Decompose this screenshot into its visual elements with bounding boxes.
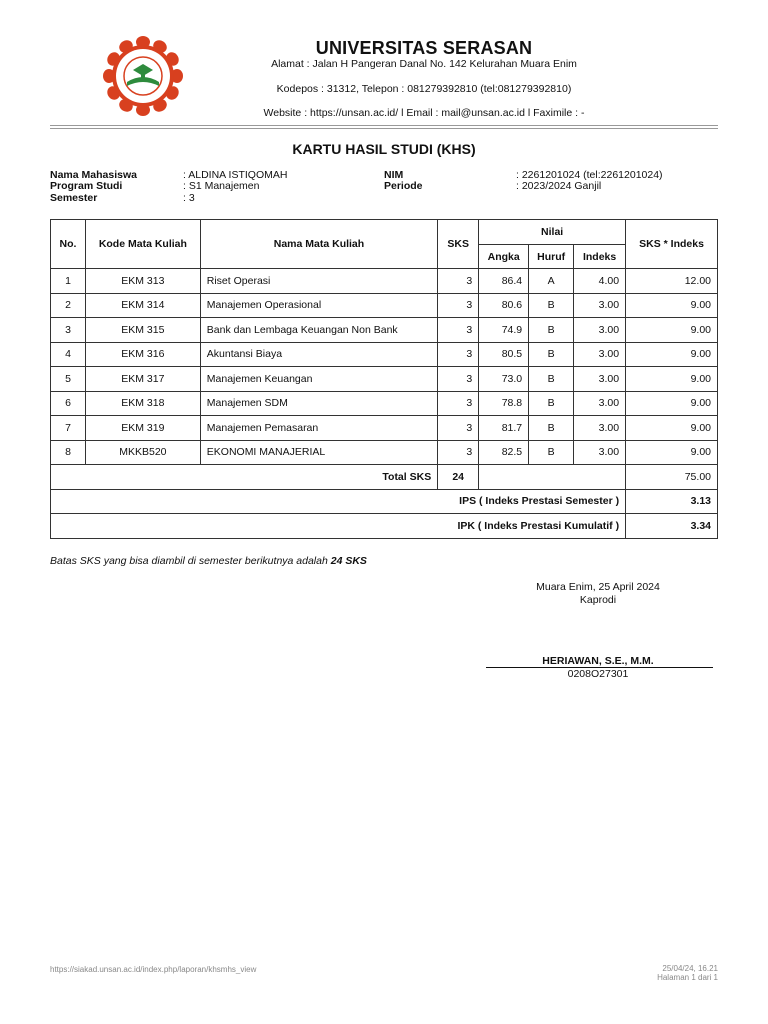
cell-angka: 74.9: [479, 318, 529, 343]
cell-kode: EKM 314: [85, 293, 200, 318]
cell-sks: 3: [438, 269, 479, 294]
cell-kode: EKM 319: [85, 416, 200, 441]
cell-kode: EKM 315: [85, 318, 200, 343]
signature-name: HERIAWAN, S.E., M.M.: [542, 655, 654, 667]
table-row: [51, 367, 718, 392]
cell-total: 9.00: [626, 318, 718, 343]
cell-total: 9.00: [626, 440, 718, 465]
header-divider-secondary: [50, 128, 718, 129]
cell-sks: 3: [438, 391, 479, 416]
cell-indeks: 3.00: [574, 416, 626, 441]
col-header-no: No.: [51, 220, 86, 269]
semester-value: : 3: [183, 192, 195, 204]
cell-indeks: 3.00: [574, 391, 626, 416]
study-program-label: Program Studi: [50, 180, 123, 192]
cell-sks: 3: [438, 440, 479, 465]
nim-value: : 2261201024 (tel:2261201024): [516, 169, 663, 181]
table-row: [51, 342, 718, 367]
col-header-course-name: Nama Mata Kuliah: [200, 220, 437, 269]
total-blank-cell: [479, 465, 626, 490]
cell-total: 9.00: [626, 293, 718, 318]
sks-limit-note: [50, 555, 367, 567]
study-program-value: : S1 Manajemen: [183, 180, 260, 192]
cell-huruf: A: [529, 269, 574, 294]
cell-huruf: B: [529, 293, 574, 318]
cell-indeks: 3.00: [574, 367, 626, 392]
sks-limit-text: Batas SKS yang bisa diambil di semester berikutnya adalah: [50, 555, 331, 567]
cell-angka: 78.8: [479, 391, 529, 416]
cell-angka: 73.0: [479, 367, 529, 392]
cell-indeks: 4.00: [574, 269, 626, 294]
cell-huruf: B: [529, 318, 574, 343]
cell-indeks: 3.00: [574, 293, 626, 318]
sks-limit-value: 24 SKS: [330, 555, 367, 567]
cell-total: 9.00: [626, 367, 718, 392]
table-row: [51, 269, 718, 294]
cell-no: 2: [51, 293, 86, 318]
cell-no: 6: [51, 391, 86, 416]
table-row: [51, 391, 718, 416]
cell-no: 1: [51, 269, 86, 294]
cell-sks: 3: [438, 318, 479, 343]
col-header-sks-times-index: SKS * Indeks: [626, 220, 718, 269]
university-website: Website : https://unsan.ac.id/ l Email : mail@unsan.ac.id l Faximile : -: [263, 107, 585, 119]
total-sks-label: Total SKS: [51, 465, 438, 490]
col-header-sks: SKS: [438, 220, 479, 269]
student-name-label: Nama Mahasiswa: [50, 169, 137, 181]
period-label: Periode: [384, 180, 423, 192]
cell-kode: EKM 318: [85, 391, 200, 416]
total-sks-value: 24: [438, 465, 479, 490]
footer-datetime: 25/04/24, 16.21: [662, 964, 718, 973]
cell-nama: Manajemen Operasional: [200, 293, 437, 318]
cell-no: 3: [51, 318, 86, 343]
cell-sks: 3: [438, 367, 479, 392]
table-row: [51, 318, 718, 343]
cell-nama: Manajemen Pemasaran: [200, 416, 437, 441]
cell-no: 5: [51, 367, 86, 392]
footer-url: https://siakad.unsan.ac.id/index.php/laporan/khsmhs_view: [50, 965, 257, 974]
cell-total: 9.00: [626, 342, 718, 367]
cell-indeks: 3.00: [574, 318, 626, 343]
cell-huruf: B: [529, 342, 574, 367]
cell-no: 8: [51, 440, 86, 465]
footer-page-number: Halaman 1 dari 1: [657, 973, 718, 982]
col-header-score: Angka: [479, 245, 529, 269]
student-name-value: : ALDINA ISTIQOMAH: [183, 169, 288, 181]
col-header-index: Indeks: [574, 245, 626, 269]
cell-total: 12.00: [626, 269, 718, 294]
ipk-value: 3.34: [626, 514, 718, 539]
cell-sks: 3: [438, 416, 479, 441]
cell-nama: Bank dan Lembaga Keuangan Non Bank: [200, 318, 437, 343]
table-row: [51, 293, 718, 318]
total-sks-index-value: 75.00: [626, 465, 718, 490]
cell-kode: EKM 313: [85, 269, 200, 294]
cell-angka: 80.5: [479, 342, 529, 367]
cell-nama: EKONOMI MANAJERIAL: [200, 440, 437, 465]
university-address: Alamat : Jalan H Pangeran Danal No. 142 Kelurahan Muara Enim: [271, 58, 577, 70]
cell-nama: Riset Operasi: [200, 269, 437, 294]
col-header-course-code: Kode Mata Kuliah: [85, 220, 200, 269]
grades-table-body: [51, 269, 718, 465]
cell-kode: MKKB520: [85, 440, 200, 465]
ips-label: IPS ( Indeks Prestasi Semester ): [51, 489, 626, 514]
cell-sks: 3: [438, 342, 479, 367]
cell-kode: EKM 316: [85, 342, 200, 367]
nim-label: NIM: [384, 169, 404, 181]
signature-nip: 0208O27301: [567, 668, 629, 680]
ips-value: 3.13: [626, 489, 718, 514]
signature-role: Kaprodi: [579, 594, 617, 606]
cell-huruf: B: [529, 440, 574, 465]
col-header-letter: Huruf: [529, 245, 574, 269]
cell-no: 4: [51, 342, 86, 367]
cell-kode: EKM 317: [85, 367, 200, 392]
cell-angka: 86.4: [479, 269, 529, 294]
university-name: UNIVERSITAS SERASAN: [315, 38, 533, 58]
table-row: [51, 416, 718, 441]
signature-place-date: Muara Enim, 25 April 2024: [536, 581, 660, 593]
cell-indeks: 3.00: [574, 342, 626, 367]
cell-huruf: B: [529, 416, 574, 441]
col-header-grade-group: Nilai: [479, 220, 626, 245]
cell-angka: 82.5: [479, 440, 529, 465]
cell-huruf: B: [529, 391, 574, 416]
table-row: [51, 440, 718, 465]
university-contact: Kodepos : 31312, Telepon : 081279392810 (tel:081279392810): [276, 83, 572, 95]
cell-nama: Akuntansi Biaya: [200, 342, 437, 367]
cell-indeks: 3.00: [574, 440, 626, 465]
cell-nama: Manajemen SDM: [200, 391, 437, 416]
document-title: KARTU HASIL STUDI (KHS): [292, 141, 476, 157]
cell-sks: 3: [438, 293, 479, 318]
cell-no: 7: [51, 416, 86, 441]
period-value: : 2023/2024 Ganjil: [516, 180, 602, 192]
cell-total: 9.00: [626, 416, 718, 441]
cell-angka: 81.7: [479, 416, 529, 441]
semester-label: Semester: [50, 192, 98, 204]
grades-table: [50, 219, 718, 539]
cell-nama: Manajemen Keuangan: [200, 367, 437, 392]
cell-total: 9.00: [626, 391, 718, 416]
header-divider: [50, 125, 718, 126]
ipk-label: IPK ( Indeks Prestasi Kumulatif ): [51, 514, 626, 539]
cell-huruf: B: [529, 367, 574, 392]
cell-angka: 80.6: [479, 293, 529, 318]
university-logo: [103, 36, 183, 116]
